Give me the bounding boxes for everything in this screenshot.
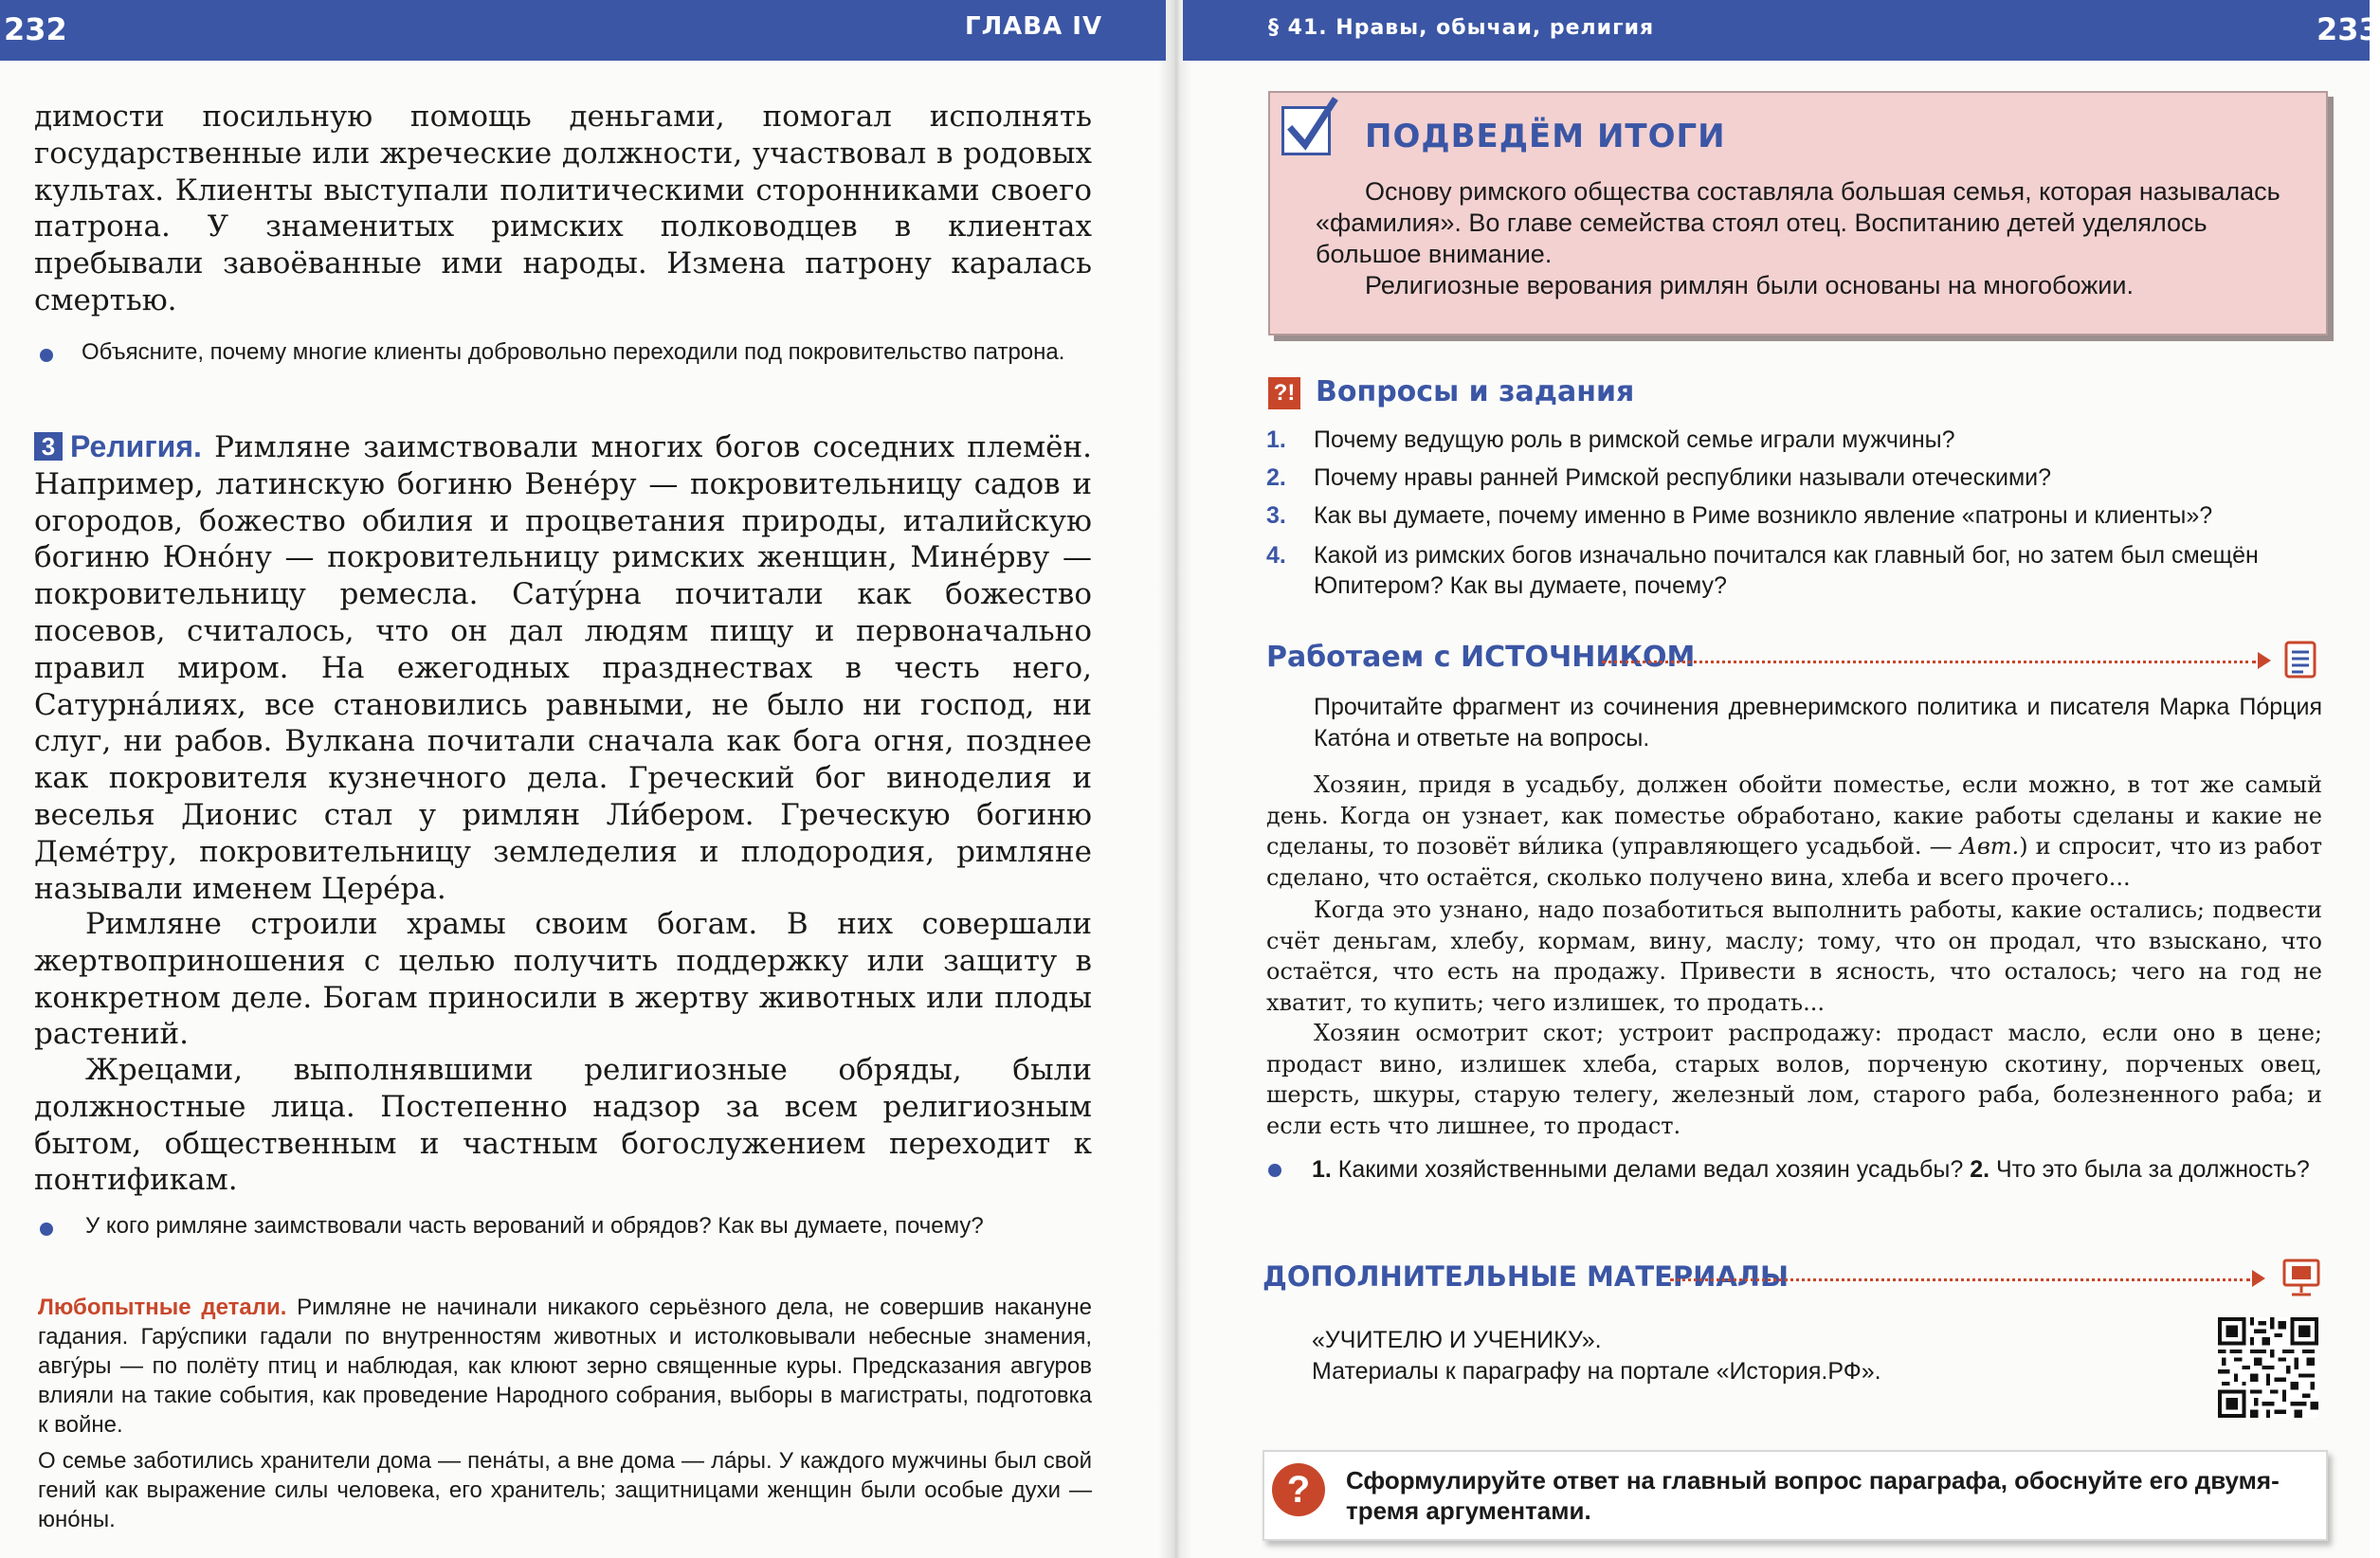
additional-line-2: Материалы к параграфу на портале «История.РФ». <box>1312 1358 1881 1385</box>
source-dotted-line <box>1602 661 2256 663</box>
intro-paragraph: димости посильную помощь деньгами, помогал исполнять государственные или жреческие должности, участвовал в родовых культах. Клиенты выступали политическими сторонниками своего патрона. У знаменитых римских полководцев в клиентах пребывали завоёванные ими народы. Измена патрону каралась смертью. <box>34 100 1092 317</box>
question-item <box>1266 462 2328 493</box>
source-questions <box>1312 1154 2322 1185</box>
left-page-number: 232 <box>4 11 67 47</box>
curious-details-text: Римляне не начинали никакого серьёзного дела, не совершив накануне гадания. Гару́спики гадали по внутренностям животных и истолковывали небесные знамения, авгу́ры — по полёту птиц и наблюдая, как клюют зерно священные куры. Предсказания авгуров влияли на такие события, как проведение Народного собрания, выборы в магистраты, подготовка к войне. <box>38 1295 1093 1438</box>
question-bullet-2 <box>40 1223 53 1236</box>
book-spine <box>1158 0 1192 1558</box>
source-question-text-2: Что это была за должность? <box>1989 1156 2310 1183</box>
arrow-right-icon <box>2258 652 2271 669</box>
summary-paragraph-1: Основу римского общества составляла большая семья, которая называлась «фамилия». Во главе семейства стоял отец. Воспитанию детей уделялось большое внимание. <box>1316 177 2280 268</box>
curious-details-family: О семье заботились хранители дома — пена́ты, а вне дома — ла́ры. У каждого мужчины был свой гений как выражение силы человека, его хранитель; защитницами женщин были особые духи — юно́ны. <box>38 1448 1092 1532</box>
question-text: Почему нравы ранней Римской республики называли отеческими? <box>1314 464 2052 491</box>
question-item <box>1266 425 2328 455</box>
questions-title: Вопросы и задания <box>1316 375 1635 408</box>
chapter-title: ГЛАВА IV <box>965 12 1103 41</box>
source-author-note: Авт. <box>1959 833 2020 861</box>
right-page-number: 233 <box>2316 11 2380 47</box>
question-text: Почему ведущую роль в римской семье играли мужчины? <box>1314 426 1955 453</box>
source-p1-text: Хозяин, придя в усадьбу, должен обойти поместье, если можно, в тот же самый день. Когда он узнает, как поместье обработано, какие работы сделаны и какие не сделаны, то позовёт ви́лика (управляющего усадьбой. — <box>1266 771 2322 861</box>
question-bullet-1 <box>40 349 53 362</box>
source-p1-text-end: ) и спросит, что из работ сделано, что остаётся, сколько получено вина, хлеба и всего прочего... <box>1266 833 2322 891</box>
source-paragraph-1 <box>1266 770 2322 893</box>
paragraph-title: § 41. Нравы, обычаи, религия <box>1268 16 1655 40</box>
religion-paragraph <box>34 428 1092 907</box>
scroll-document-icon <box>2280 639 2320 680</box>
religion-question: У кого римляне заимствовали часть верований и обрядов? Как вы думаете, почему? <box>85 1213 984 1239</box>
question-item <box>1266 500 2328 531</box>
section-title: Религия. <box>70 429 202 463</box>
source-paragraph-3: Хозяин осмотрит скот; устроит распродажу: продаст масло, если оно в цене; продаст вино, излишек хлеба, старых волов, порченую скотину, порченых овец, шерсть, шкуры, старую телегу, железный лом, старого раба, болезненного раба; и если есть что лишнее, то продаст. <box>1266 1020 2322 1139</box>
summary-text <box>1316 176 2286 301</box>
religion-text: Римляне заимствовали многих богов соседних племён. Например, латинскую богиню Вене́ру — покровительницу садов и огородов, божество обилия и процветания природы, италийскую богиню Юно́ну — покровительницу римских женщин, Мине́рву — покровительницу ремесла. Сату́рна почитали как божество посевов, считалось, что он дал людям пищу и первоначально правил миром. На ежегодных празднествах в честь него, Сатурна́лиях, все становились равными, не было ни господ, ни слуг, ни рабов. Вулкана почитали сначала как бога огня, позднее как покровителя кузнечного дела. Греческий бог виноделия и веселья Дионис стал у римлян Ли́бером. Греческую богиню Деме́тру, покровительницу земледелия и плодородия, римляне называли именем Цере́ра. <box>34 430 1092 906</box>
summary-paragraph-2: Религиозные верования римлян были основаны на многобожии. <box>1365 271 2134 299</box>
additional-line-1: «УЧИТЕЛЮ И УЧЕНИКУ». <box>1312 1327 1602 1353</box>
section-number-badge: 3 <box>34 432 63 461</box>
source-question-num-1: 1. <box>1312 1156 1332 1183</box>
right-header-bar <box>1183 0 2380 61</box>
exclamation-question-icon: ?! <box>1268 377 1300 409</box>
arrow-right-icon <box>2252 1270 2265 1287</box>
qr-code-icon[interactable] <box>2218 1317 2318 1418</box>
question-number: 1. <box>1266 426 1286 453</box>
temples-paragraph: Римляне строили храмы своим богам. В них совершали жертвоприношения с целью получить поддержку или защиту в конкретном деле. Богам приносили в жертву животных или плоды растений. <box>34 907 1092 1052</box>
question-mark-icon: ? <box>1272 1463 1325 1516</box>
question-number: 3. <box>1266 502 1286 529</box>
question-number: 2. <box>1266 464 1286 491</box>
question-number: 4. <box>1266 542 1286 569</box>
source-paragraph-2: Когда это узнано, надо позаботиться выполнить работы, какие остались; подвести счёт деньгам, хлебу, кормам, вину, маслу; тому, что он продал, что взыскано, что остаётся, что есть на продажу. Привести в ясность, что осталось; чего на год не хватит, то купить; чего излишек, то продать... <box>1266 897 2322 1016</box>
source-section-title: Работаем с ИСТОЧНИКОМ <box>1266 641 1696 674</box>
left-header-bar <box>0 0 1166 61</box>
source-question-num-2: 2. <box>1970 1156 1990 1183</box>
question-item <box>1266 540 2328 601</box>
summary-title: ПОДВЕДЁМ ИТОГИ <box>1365 118 1726 155</box>
priests-paragraph: Жрецами, выполнявшими религиозные обряды, были должностные лица. Постепенно надзор за всем религиозным бытом, общественным и частным богослужением переходит к понтификам. <box>34 1053 1092 1198</box>
additional-dotted-line <box>1670 1278 2250 1281</box>
source-intro: Прочитайте фрагмент из сочинения древнеримского политика и писателя Марка По́рция Като́на и ответьте на вопросы. <box>1314 694 2322 752</box>
curious-details-title: Любопытные детали. <box>38 1295 287 1320</box>
final-task-text: Сформулируйте ответ на главный вопрос параграфа, обоснуйте его двумя-тремя аргументами. <box>1346 1466 2280 1525</box>
checkmark-icon <box>1281 106 1331 155</box>
additional-section-title: ДОПОЛНИТЕЛЬНЫЕ МАТЕРИАЛЫ <box>1263 1260 1790 1293</box>
curious-details <box>38 1293 1092 1440</box>
question-text: Как вы думаете, почему именно в Риме возникло явление «патроны и клиенты»? <box>1314 502 2213 529</box>
source-question-bullet <box>1268 1164 1281 1177</box>
additional-text <box>1312 1325 2165 1387</box>
question-text: Какой из римских богов изначально почитался как главный бог, но затем был смещён Юпитером? Как вы думаете, почему? <box>1314 542 2259 599</box>
monitor-icon <box>2280 1257 2322 1298</box>
source-question-text-1: Какими хозяйственными делами ведал хозяин усадьбы? <box>1331 1156 1971 1183</box>
clients-question: Объясните, почему многие клиенты добровольно переходили под покровительство патрона. <box>82 339 1065 365</box>
